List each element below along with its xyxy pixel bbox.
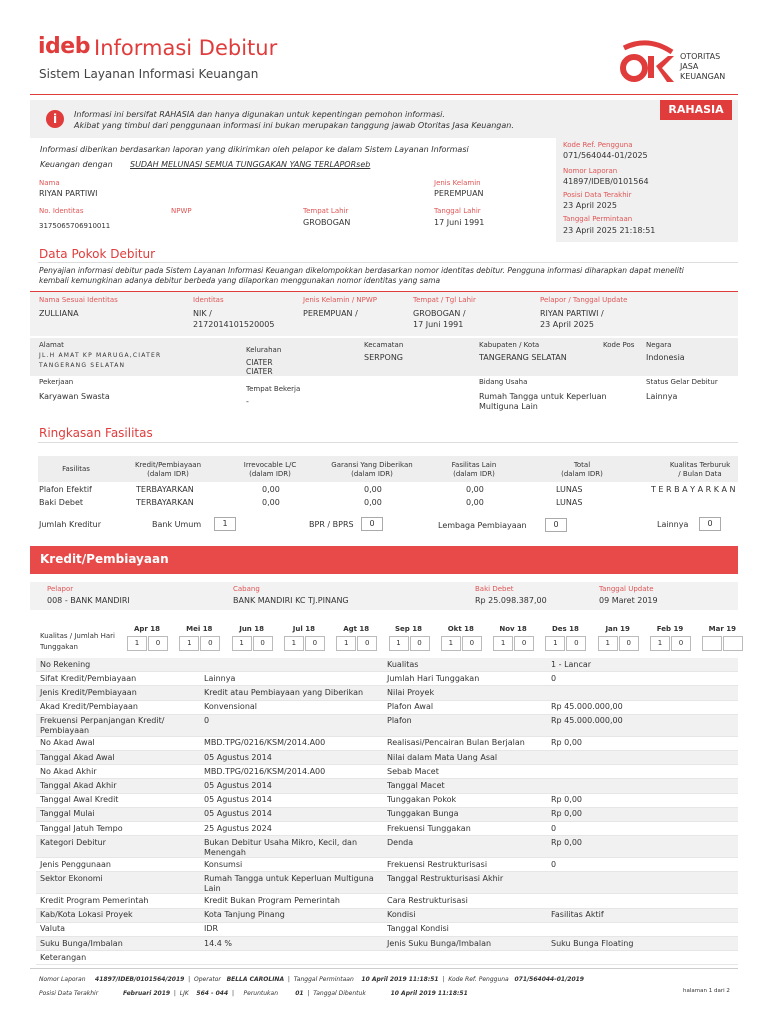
h-kabupaten: Kabupaten / Kota [479,341,540,349]
ringkasan-cell: TERBAYARKAN [136,485,194,494]
row-value: 05 Agustus 2014 [204,752,272,762]
row-value: Rp 0,00 [551,809,582,819]
ringkasan-col-header: Kualitas Terburuk / Bulan Data [669,461,731,478]
row-label: Tanggal Mulai [40,809,95,819]
ttl-1: GROBOGAN / [413,309,466,318]
row-value: Kredit atau Pembiayaan yang Diberikan [204,687,364,697]
row-label: Jumlah Hari Tunggakan [387,673,480,683]
ringkasan-cell: Baki Debet [39,498,84,507]
nama-identitas: ZULLIANA [39,309,79,318]
page-title: Informasi Debitur [94,36,278,60]
ojk-line-1: OTORITAS [680,52,721,61]
h-jk: Jenis Kelamin / NPWP [303,296,378,304]
tempat-bekerja: - [246,397,249,406]
ringkasan-cell: Plafon Efektif [39,485,92,494]
notice-line-1: Informasi ini bersifat RAHASIA dan hanya digunakan untuk kepentingan pemohon informasi. [74,110,445,119]
row-label: Sektor Ekonomi [40,873,103,883]
row-value: Kredit Bukan Program Pemerintah [204,895,340,905]
kredit-cabang: BANK MANDIRI KC TJ.PINANG [233,596,349,605]
header-divider [30,94,738,95]
history-tunggakan [723,636,743,651]
month-label: Mei 18 [186,625,213,633]
month-label: Mar 19 [708,625,736,633]
kecamatan: SERPONG [364,353,403,362]
row-value: 14.4 % [204,938,232,948]
pelapor-2: 23 April 2025 [540,320,594,329]
history-kualitas: 1 [232,636,252,651]
history-kualitas: 1 [598,636,618,651]
ringkasan-divider [38,442,738,443]
row-value: 05 Agustus 2014 [204,809,272,819]
row-label: Tanggal Kondisi [387,924,449,934]
history-tunggakan: 0 [357,636,377,651]
ideb-logo: ideb [38,34,90,59]
page-subtitle: Sistem Layanan Informasi Keuangan [39,67,259,81]
month-label: Sep 18 [395,625,422,633]
row-value: 05 Agustus 2014 [204,780,272,790]
footer-dibentuk: 10 April 2019 11:18:51 [390,990,468,997]
kode-ref-value: 071/564044-01/2025 [563,151,648,160]
history-kualitas: 1 [441,636,461,651]
footer-kode: 071/564044-01/2019 [514,976,584,983]
intro-line-1: Informasi diberikan berdasarkan laporan yang dikirimkan oleh pelapor ke dalam Sistem Layanan Informasi [40,145,469,154]
hist-label-1: Kualitas / Jumlah Hari [40,632,115,640]
row-label: Sifat Kredit/Pembiayaan [40,673,137,683]
history-kualitas: 1 [284,636,304,651]
row-value: MBD.TPG/0216/KSM/2014.A00 [204,766,326,776]
bank-umum-label: Bank Umum [152,520,202,529]
history-kualitas: 1 [650,636,670,651]
month-label: Nov 18 [499,625,527,633]
ringkasan-col-header: Garansi Yang Diberikan (dalam IDR) [331,461,413,478]
row-label: Kualitas [387,659,419,669]
row-label: Frekuensi Perpanjangan Kredit/ Pembiayaan [40,716,165,736]
h-tempat-bekerja: Tempat Bekerja [246,385,301,393]
page-number: halaman 1 dari 2 [683,988,730,994]
permintaan-label: Tanggal Permintaan [563,215,633,223]
tgl-value: 17 Juni 1991 [434,218,485,227]
row-label: No Rekening [40,659,91,669]
row-label: Nilai Proyek [387,687,435,697]
footer-peruntukan: 01 [295,990,304,997]
posisi-label: Posisi Data Terakhir [563,191,632,199]
ojk-line-3: KEUANGAN [680,72,726,81]
row-value: Rumah Tangga untuk Keperluan Multiguna Lain [204,873,374,893]
row-label: Plafon Awal [387,702,434,712]
history-tunggakan: 0 [462,636,482,651]
pokok-title: Data Pokok Debitur [39,247,156,261]
history-kualitas [702,636,722,651]
footer-ljk-label: LJK [179,990,189,997]
row-label: Tanggal Awal Kredit [40,795,119,805]
month-label: Jul 18 [292,625,315,633]
row-label: Nilai dalam Mata Uang Asal [387,752,498,762]
ringkasan-cell: 0,00 [466,485,484,494]
tempat-label: Tempat Lahir [303,207,349,215]
permintaan-value: 23 April 2025 21:18:51 [563,226,656,235]
row-value: 0 [551,823,557,833]
jk-label: Jenis Kelamin [434,179,481,187]
history-kualitas: 1 [389,636,409,651]
row-value: Rp 45.000.000,00 [551,716,623,726]
notice-box [30,100,738,138]
ringkasan-cell: 0,00 [262,498,280,507]
bpr-label: BPR / BPRS [309,520,354,529]
npwp-label: NPWP [171,207,192,215]
history-kualitas: 1 [336,636,356,651]
info-icon: i [46,110,64,128]
row-label: Keterangan [40,952,87,962]
row-label: Jenis Suku Bunga/Imbalan [387,938,492,948]
ringkasan-col-header: Fasilitas Lain (dalam IDR) [451,461,497,478]
ringkasan-cell: LUNAS [556,498,583,507]
row-label: Kab/Kota Lokasi Proyek [40,910,133,920]
history-tunggakan: 0 [253,636,273,651]
row-value: Konvensional [204,702,258,712]
history-tunggakan: 0 [200,636,220,651]
nama-label: Nama [39,179,60,187]
month-label: Agt 18 [343,625,370,633]
row-value: 0 [551,673,557,683]
jumlah-kreditur-label: Jumlah Kreditur [39,520,102,529]
ringkasan-cell: 0,00 [364,498,382,507]
kelurahan-2: CIATER [246,367,273,376]
month-label: Feb 19 [656,625,684,633]
row-label: Realisasi/Pencairan Bulan Berjalan [387,738,525,748]
ringkasan-col-header: Fasilitas [62,465,90,473]
month-label: Jun 18 [239,625,264,633]
kredit-cabang-label: Cabang [233,585,260,593]
kredit-pelapor: 008 - BANK MANDIRI [47,596,130,605]
row-label: Frekuensi Restrukturisasi [387,859,488,869]
history-kualitas: 1 [127,636,147,651]
footer-nomor: 41897/IDEB/0101564/2019 [95,976,185,983]
row-label: Tanggal Restrukturisasi Akhir [387,873,504,883]
id-value: 3175065706910011 [39,222,111,230]
ringkasan-cell: TERBAYARKAN [136,498,194,507]
kode-ref-label: Kode Ref. Pengguna [563,141,633,149]
bidang-2: Multiguna Lain [479,402,538,411]
pelapor-1: RIYAN PARTIWI / [540,309,604,318]
tgl-label: Tanggal Lahir [434,207,481,215]
row-label: Suku Bunga/Imbalan [40,938,123,948]
posisi-value: 23 April 2025 [563,201,617,210]
h-kodepos: Kode Pos [603,341,635,349]
row-value: 05 Agustus 2014 [204,795,272,805]
h-pelapor: Pelapor / Tanggal Update [540,296,628,304]
kredit-baki-label: Baki Debet [475,585,514,593]
jk-npwp: PEREMPUAN / [303,309,358,318]
row-label: Akad Kredit/Pembiayaan [40,702,138,712]
month-label: Des 18 [551,625,579,633]
pokok-desc-2: kembali kemungkinan adanya debitur berbeda yang dilaporkan menggunakan nomor identitas yang sama [39,276,441,285]
month-label: Okt 18 [447,625,474,633]
row-label: No Akad Akhir [40,766,97,776]
row-label: Tanggal Akad Akhir [40,780,117,790]
kualitas-terburuk: T E R B A Y A R K A N [651,485,736,494]
ringkasan-cell: 0,00 [262,485,280,494]
row-value: Rp 45.000.000,00 [551,702,623,712]
row-value: Suku Bunga Floating [551,938,634,948]
row-label: Jenis Penggunaan [40,859,111,869]
footer-kode-label: Kode Ref. Pengguna [448,976,509,983]
footer-operator: BELLA CAROLINA [226,976,285,983]
row-value: Rp 0,00 [551,795,582,805]
pekerjaan: Karyawan Swasta [39,392,110,401]
row-label: No Akad Awal [40,738,95,748]
bidang-1: Rumah Tangga untuk Keperluan [479,392,607,401]
hist-label-2: Tunggakan [40,643,78,651]
history-tunggakan: 0 [305,636,325,651]
lainnya-label: Lainnya [657,520,689,529]
jk-value: PEREMPUAN [434,189,484,198]
h-nama: Nama Sesuai Identitas [39,296,118,304]
intro-status: SUDAH MELUNASI SEMUA TUNGGAKAN YANG TERLAPORseb [130,160,371,169]
footer-permintaan-label: Tanggal Permintaan [293,976,354,983]
row-value: Fasilitas Aktif [551,910,604,920]
nomor-label: Nomor Laporan [563,167,618,175]
footer-permintaan: 10 April 2019 11:18:51 [361,976,439,983]
negara: Indonesia [646,353,685,362]
ojk-line-2: JASA [680,62,699,71]
row-value: Rp 0,00 [551,837,582,847]
row-label: Denda [387,837,414,847]
ringkasan-cell: 0,00 [364,485,382,494]
h-alamat: Alamat [39,341,64,349]
history-tunggakan: 0 [619,636,639,651]
row-value: Bukan Debitur Usaha Mikro, Kecil, dan Menengah [204,837,358,857]
lembaga-label: Lembaga Pembiayaan [438,521,527,530]
row-label: Kredit Program Pemerintah [40,895,149,905]
row-value: 0 [204,716,210,726]
row-label: Frekuensi Tunggakan [387,823,471,833]
gelar: Lainnya [646,392,678,401]
row-label: Cara Restrukturisasi [387,895,468,905]
identitas-2: 2172014101520005 [193,320,275,329]
ringkasan-col-header: Irrevocable L/C (dalam IDR) [243,461,297,478]
h-ttl: Tempat / Tgl Lahir [413,296,476,304]
footer-posisi: Februari 2019 [122,990,171,997]
h-pekerjaan: Pekerjaan [39,378,74,386]
notice-line-2: Akibat yang timbul dari penggunaan informasi ini bukan merupakan tanggung jawab Otoritas Jasa Keuangan. [74,121,514,130]
h-kelurahan: Kelurahan [246,346,282,354]
row-label: Kondisi [387,910,416,920]
pokok-desc-1: Penyajian informasi debitur pada Sistem Layanan Informasi Keuangan dikelompokkan berdasarkan nomor identitas debitur. Pengguna informasi diharapkan dapat meneliti [39,266,684,275]
h-identitas: Identitas [193,296,224,304]
footer-divider [30,968,738,969]
alamat-1: JL.H AMAT KP MARUGA,CIATER [39,352,162,359]
kredit-pelapor-label: Pelapor [47,585,74,593]
kredit-update-label: Tanggal Update [599,585,654,593]
history-kualitas: 1 [493,636,513,651]
history-tunggakan: 0 [410,636,430,651]
pokok-row-bg [30,292,738,336]
nomor-value: 41897/IDEB/0101564 [563,177,649,186]
row-value: Lainnya [204,673,236,683]
row-value: 1 - Lancar [551,659,592,669]
row-label: Sebab Macet [387,766,439,776]
history-tunggakan: 0 [148,636,168,651]
footer-operator-label: Operator [193,976,221,983]
h-bidang: Bidang Usaha [479,378,528,386]
row-value: 25 Agustus 2024 [204,823,272,833]
bpr-count: 0 [361,517,383,531]
tempat-value: GROBOGAN [303,218,351,227]
kabupaten: TANGERANG SELATAN [479,353,567,362]
row-label: Kategori Debitur [40,837,106,847]
history-tunggakan: 0 [671,636,691,651]
footer-peruntukan-label: Peruntukan [243,990,279,997]
lembaga-count: 0 [545,518,567,532]
footer-dibentuk-label: Tanggal Dibentuk [313,990,366,997]
row-label: Tunggakan Pokok [387,795,457,805]
h-negara: Negara [646,341,672,349]
footer-line-2: Posisi Data Terakhir Februari 2019 | LJK 564 - 044 | Peruntukan 01 | Tanggal Dibentuk 10 April 2019 11:18:51 [39,990,468,997]
nama-value: RIYAN PARTIWI [39,189,98,198]
ringkasan-cell: 0,00 [466,498,484,507]
alamat-2: TANGERANG SELATAN [39,362,126,369]
history-kualitas: 1 [179,636,199,651]
row-value: 0 [551,859,557,869]
bank-umum-count: 1 [214,517,236,531]
row-value: Konsumsi [204,859,243,869]
ttl-2: 17 Juni 1991 [413,320,464,329]
kredit-baki: Rp 25.098.387,00 [475,596,547,605]
ringkasan-col-header: Total (dalam IDR) [561,461,603,478]
footer-posisi-label: Posisi Data Terakhir [39,990,99,997]
row-value: Rp 0,00 [551,738,582,748]
pokok-divider [38,262,738,263]
month-label: Jan 19 [605,625,630,633]
kredit-title: Kredit/Pembiayaan [30,546,738,574]
row-label: Plafon [387,716,412,726]
id-label: No. Identitas [39,207,84,215]
history-kualitas: 1 [545,636,565,651]
row-label: Tanggal Akad Awal [40,752,115,762]
kelurahan-1: CIATER [246,358,273,367]
intro-line-2a: Keuangan dengan [40,160,113,169]
ringkasan-title: Ringkasan Fasilitas [39,426,153,440]
kredit-update: 09 Maret 2019 [599,596,658,605]
ringkasan-cell: LUNAS [556,485,583,494]
row-label: Tanggal Jatuh Tempo [40,823,123,833]
h-kecamatan: Kecamatan [364,341,404,349]
footer-line-1: Nomor Laporan 41897/IDEB/0101564/2019 | Operator BELLA CAROLINA | Tanggal Permintaan 10 April 2019 11:18:51 | Kode Ref. Pengguna 071/564044-01/2019 [39,976,584,983]
ojk-logo [618,38,738,86]
ringkasan-col-header: Kredit/Pembiayaan (dalam IDR) [134,461,202,478]
row-label: Jenis Kredit/Pembiayaan [40,687,137,697]
month-label: Apr 18 [133,625,161,633]
lainnya-count: 0 [699,517,721,531]
history-tunggakan: 0 [514,636,534,651]
identitas-1: NIK / [193,309,212,318]
history-tunggakan: 0 [566,636,586,651]
footer-nomor-label: Nomor Laporan [39,976,86,983]
row-value: IDR [204,924,219,934]
footer-ljk: 564 - 044 [196,990,229,997]
rahasia-badge: RAHASIA [660,100,732,120]
h-gelar: Status Gelar Debitur [646,378,718,386]
row-value: MBD.TPG/0216/KSM/2014.A00 [204,738,326,748]
row-value: Kota Tanjung Pinang [204,910,285,920]
row-label: Tanggal Macet [387,780,445,790]
row-label: Tunggakan Bunga [387,809,459,819]
row-label: Valuta [40,924,66,934]
